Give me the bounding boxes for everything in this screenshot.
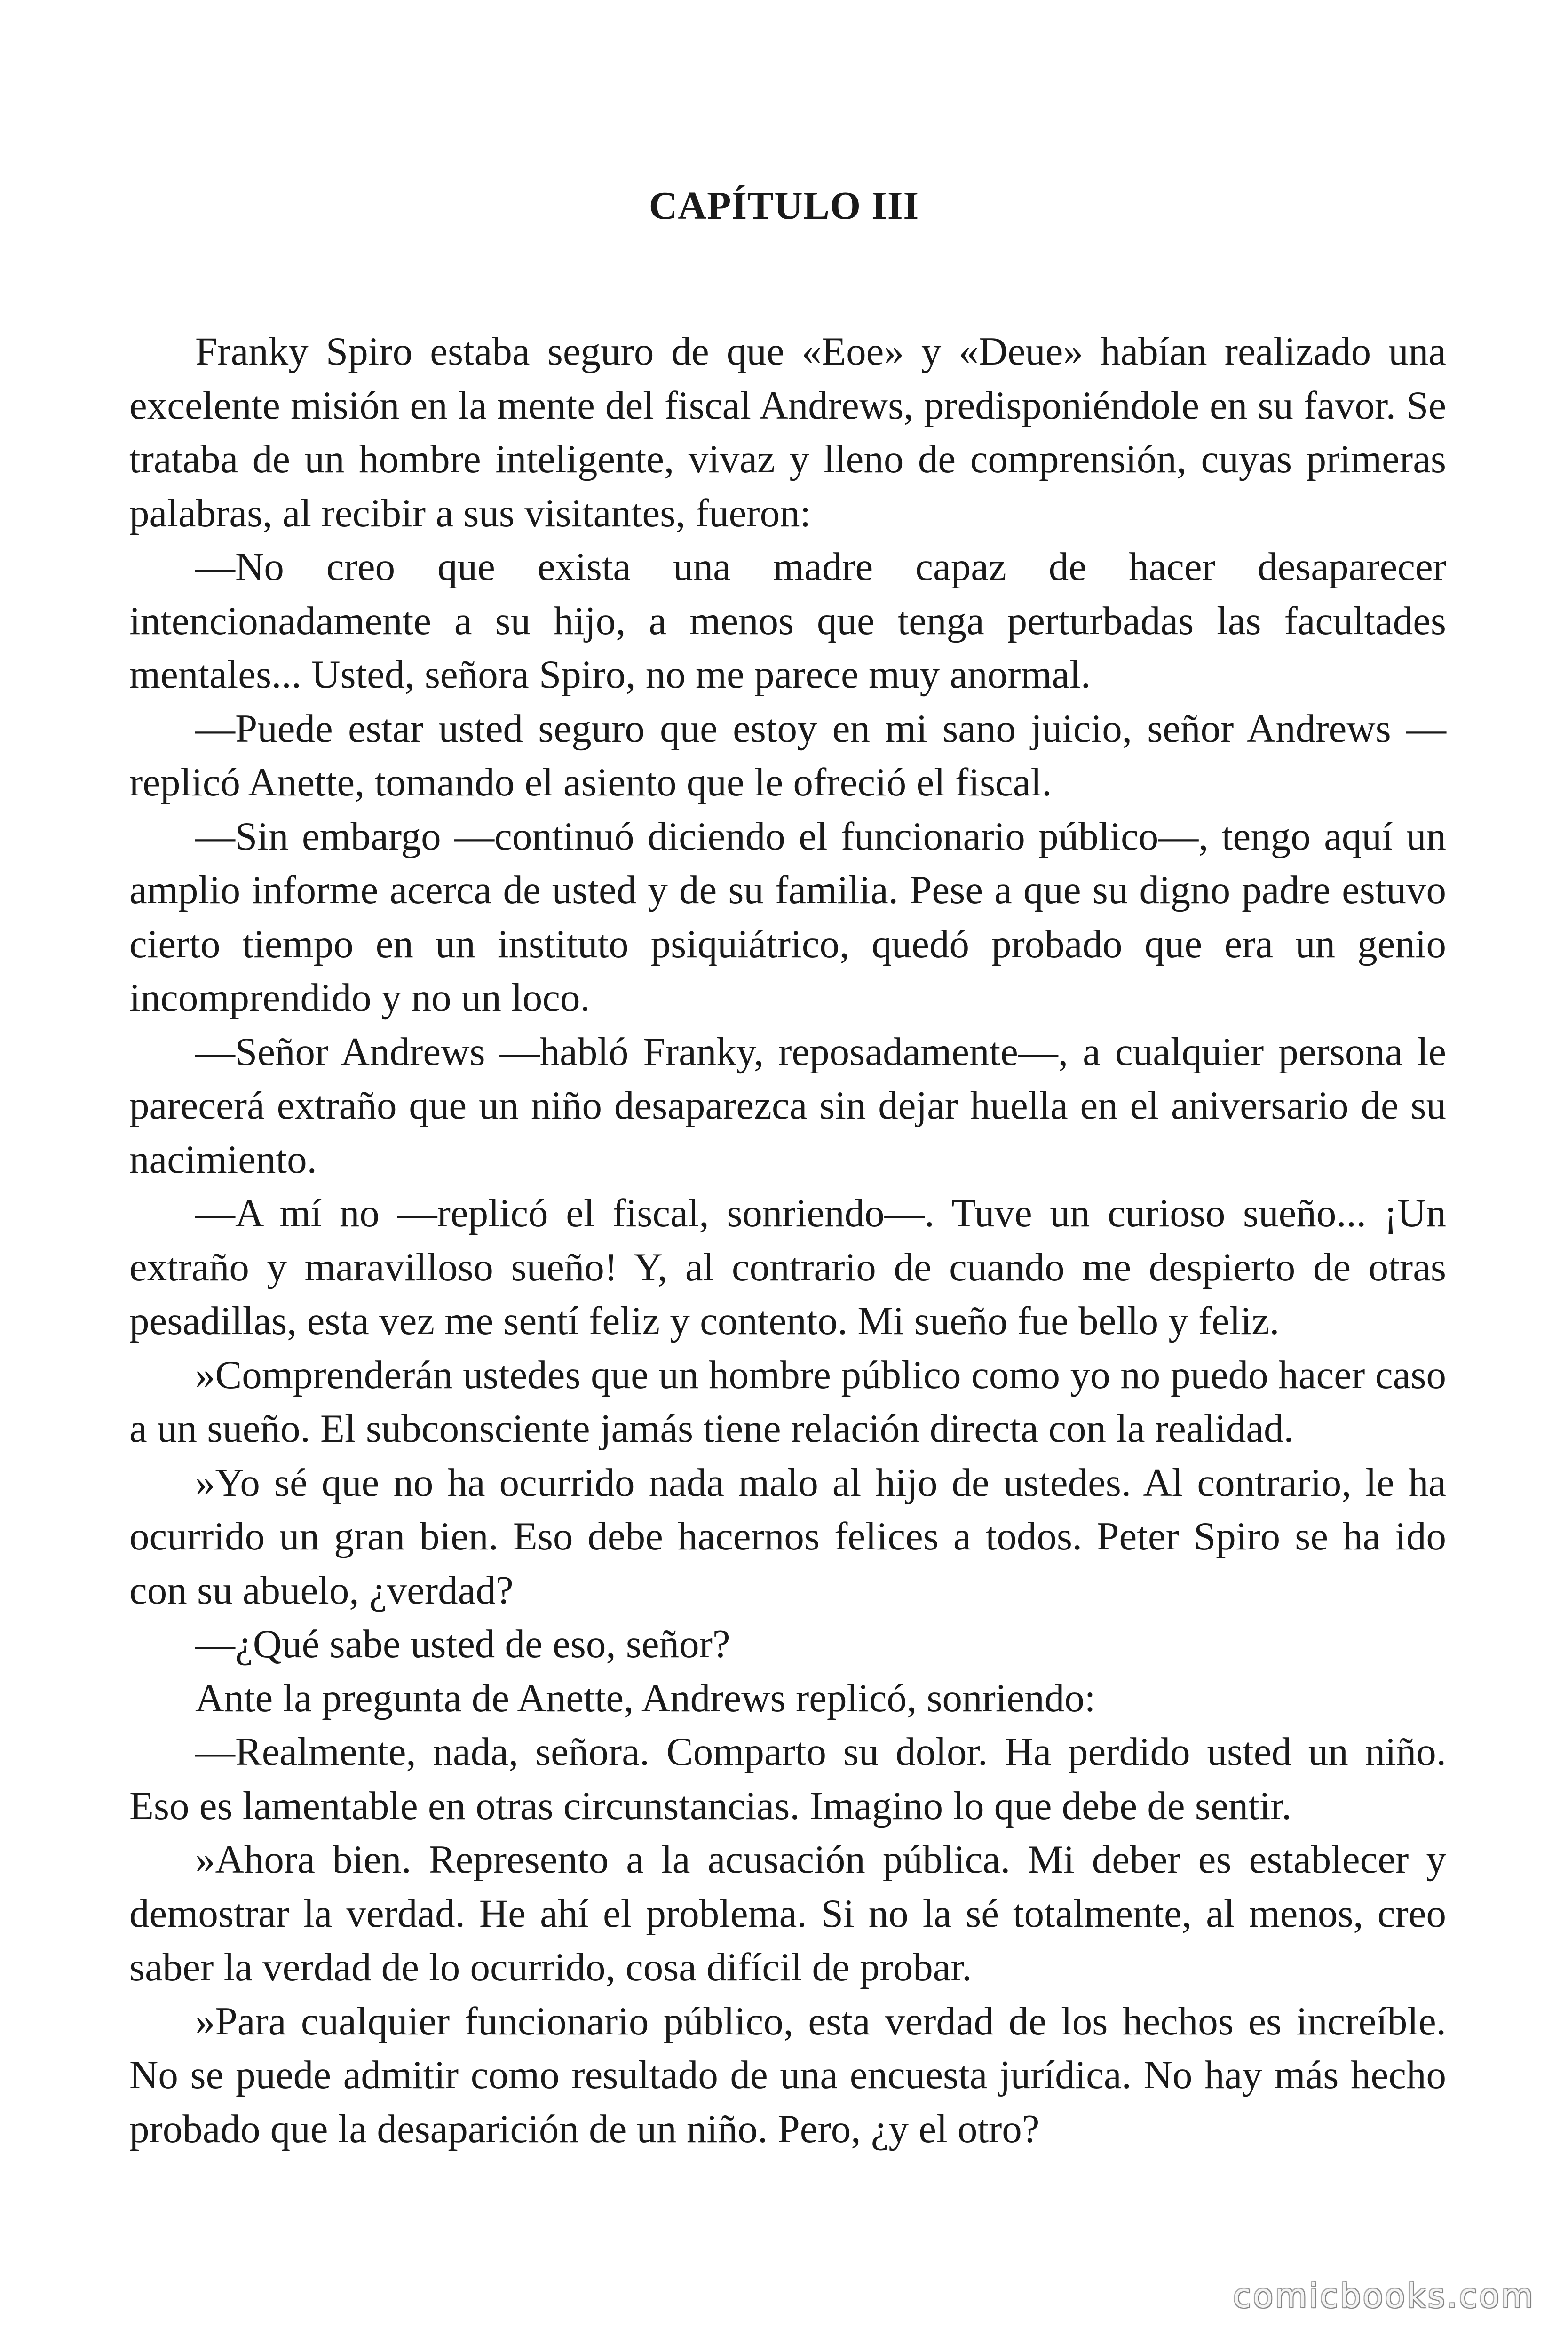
paragraph-5: —Señor Andrews —habló Franky, reposadamente—, a cualquier persona le parecerá extraño que un niño desaparezca sin dejar huella en el aniversario de su nacimiento. [129, 1029, 1446, 1182]
chapter-body [129, 325, 1446, 2156]
paragraph-10: Ante la pregunta de Anette, Andrews replicó, sonriendo: [195, 1676, 1096, 1720]
chapter-title: CAPÍTULO III [649, 184, 919, 228]
paragraph-11: —Realmente, nada, señora. Comparto su dolor. Ha perdido usted un niño. Eso es lamentable en otras circunstancias. Imagino lo que debe de sentir. [129, 1730, 1446, 1828]
paragraph-1: Franky Spiro estaba seguro de que «Eoe» y «Deue» habían realizado una excelente misión en la mente del fiscal Andrews, predisponiéndole en su favor. Se trataba de un hombre inteligente, vivaz y lleno de comprensión, cuyas primeras palabras, al recibir a sus visitantes, fueron: [129, 329, 1446, 535]
paragraph-9: —¿Qué sabe usted de eso, señor? [195, 1622, 730, 1666]
paragraph-8: »Yo sé que no ha ocurrido nada malo al hijo de ustedes. Al contrario, le ha ocurrido un gran bien. Eso debe hacernos felices a todos. Peter Spiro se ha ido con su abuelo, ¿verdad? [129, 1460, 1446, 1613]
paragraph-6: —A mí no —replicó el fiscal, sonriendo—. Tuve un curioso sueño... ¡Un extraño y maravilloso sueño! Y, al contrario de cuando me despierto de otras pesadillas, esta vez me sentí feliz y contento. Mi sueño fue bello y feliz. [129, 1191, 1446, 1343]
paragraph-13: »Para cualquier funcionario público, esta verdad de los hechos es increíble. No se puede admitir como resultado de una encuesta jurídica. No hay más hecho probado que la desaparición de un niño. Pero, ¿y el otro? [129, 1999, 1446, 2151]
paragraph-12: »Ahora bien. Represento a la acusación pública. Mi deber es establecer y demostrar la verdad. He ahí el problema. Si no la sé totalmente, al menos, creo saber la verdad de lo ocurrido, cosa difícil de probar. [129, 1837, 1446, 1989]
paragraph-3: —Puede estar usted seguro que estoy en mi sano juicio, señor Andrews —replicó Anette, tomando el asiento que le ofreció el fiscal. [129, 706, 1446, 804]
paragraph-2: —No creo que exista una madre capaz de hacer desaparecer intencionadamente a su hijo, a menos que tenga perturbadas las facultades mentales... Usted, señora Spiro, no me parece muy anormal. [129, 545, 1446, 697]
paragraph-4: —Sin embargo —continuó diciendo el funcionario público—, tengo aquí un amplio informe acerca de usted y de su familia. Pese a que su digno padre estuvo cierto tiempo en un instituto psiquiátrico, quedó probado que era un genio incomprendido y no un loco. [129, 814, 1446, 1020]
watermark: comicbooks.com [1233, 2277, 1535, 2315]
paragraph-7: »Comprenderán ustedes que un hombre público como yo no puedo hacer caso a un sueño. El subconsciente jamás tiene relación directa con la realidad. [129, 1352, 1446, 1451]
